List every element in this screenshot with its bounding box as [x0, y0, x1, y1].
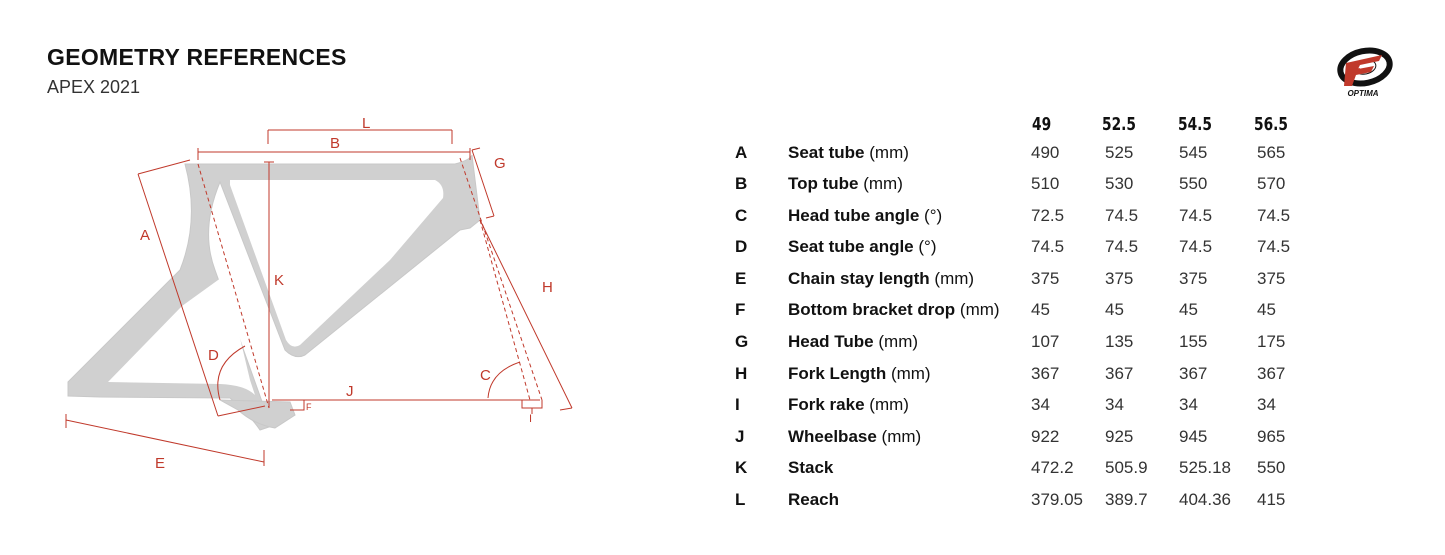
row-value: 415	[1257, 490, 1286, 509]
row-value: 34	[1179, 395, 1198, 414]
row-label: Fork Length (mm)	[788, 364, 931, 383]
row-value: 367	[1031, 364, 1060, 383]
row-value: 550	[1257, 458, 1286, 477]
row-value: 472.2	[1031, 458, 1074, 477]
table-row	[730, 427, 1330, 451]
label-k: K	[274, 272, 285, 289]
label-h: H	[542, 279, 553, 296]
row-value: 965	[1257, 427, 1286, 446]
row-value: 155	[1179, 332, 1208, 351]
row-value: 375	[1257, 269, 1286, 288]
row-value: 922	[1031, 427, 1060, 446]
row-label: Seat tube (mm)	[788, 143, 909, 162]
table-row	[730, 490, 1330, 514]
label-e: E	[155, 455, 166, 472]
table-row	[730, 395, 1330, 419]
dim-l-line	[268, 130, 452, 144]
label-c: C	[480, 367, 491, 384]
row-letter: K	[735, 458, 748, 477]
row-value: 72.5	[1031, 206, 1065, 225]
row-label: Head Tube (mm)	[788, 332, 919, 351]
row-value: 565	[1257, 143, 1286, 162]
row-value: 510	[1031, 174, 1060, 193]
fork-axis-front	[460, 158, 542, 400]
row-value: 550	[1179, 174, 1208, 193]
row-letter: A	[735, 143, 748, 162]
row-label: Bottom bracket drop (mm)	[788, 300, 1000, 319]
row-value: 74.5	[1105, 237, 1139, 256]
row-value: 570	[1257, 174, 1286, 193]
row-value: 45	[1031, 300, 1050, 319]
row-letter: L	[735, 490, 746, 509]
size-header: 56.5	[1254, 114, 1288, 135]
row-value: 490	[1031, 143, 1060, 162]
row-value: 34	[1031, 395, 1050, 414]
row-letter: I	[735, 395, 740, 414]
row-value: 525.18	[1179, 458, 1231, 477]
row-value: 375	[1031, 269, 1060, 288]
label-a: A	[140, 227, 151, 244]
label-l: L	[362, 115, 371, 132]
table-row	[730, 143, 1330, 167]
row-value: 367	[1105, 364, 1134, 383]
geometry-table	[730, 0, 1330, 555]
row-label: Wheelbase (mm)	[788, 427, 922, 446]
logo-wordmark: OPTIMA	[1347, 89, 1379, 98]
row-value: 379.05	[1031, 490, 1083, 509]
row-value: 367	[1179, 364, 1208, 383]
row-value: 505.9	[1105, 458, 1148, 477]
table-row	[730, 458, 1330, 482]
row-letter: J	[735, 427, 745, 446]
table-row	[730, 332, 1330, 356]
row-value: 389.7	[1105, 490, 1148, 509]
label-b: B	[330, 135, 341, 152]
bike-frame	[68, 155, 480, 430]
row-value: 545	[1179, 143, 1208, 162]
row-value: 74.5	[1105, 206, 1139, 225]
row-value: 375	[1179, 269, 1208, 288]
row-value: 74.5	[1179, 237, 1213, 256]
frame-geometry-diagram	[60, 110, 580, 530]
table-row	[730, 206, 1330, 230]
row-value: 74.5	[1179, 206, 1213, 225]
row-value: 74.5	[1031, 237, 1065, 256]
row-value: 375	[1105, 269, 1134, 288]
table-row	[730, 174, 1330, 198]
row-letter: D	[735, 237, 748, 256]
table-row	[730, 269, 1330, 293]
row-value: 525	[1105, 143, 1134, 162]
size-header: 49	[1032, 114, 1052, 135]
row-value: 135	[1105, 332, 1134, 351]
row-label: Reach	[788, 490, 840, 509]
row-value: 945	[1179, 427, 1208, 446]
label-j: J	[346, 383, 354, 400]
row-label: Chain stay length (mm)	[788, 269, 975, 288]
table-row	[730, 300, 1330, 324]
row-value: 530	[1105, 174, 1134, 193]
row-label: Top tube (mm)	[788, 174, 903, 193]
row-letter: E	[735, 269, 747, 288]
dim-c-arc	[488, 362, 520, 398]
table-row	[730, 237, 1330, 261]
row-label: Seat tube angle (°)	[788, 237, 937, 256]
row-letter: C	[735, 206, 748, 225]
size-header: 54.5	[1178, 114, 1212, 135]
row-letter: F	[735, 300, 746, 319]
row-label: Head tube angle (°)	[788, 206, 943, 225]
row-label: Stack	[788, 458, 834, 477]
row-letter: G	[735, 332, 749, 351]
table-row	[730, 364, 1330, 388]
dim-i-line	[522, 400, 542, 414]
label-g: G	[494, 155, 506, 172]
row-value: 107	[1031, 332, 1060, 351]
row-value: 45	[1257, 300, 1276, 319]
row-value: 404.36	[1179, 490, 1231, 509]
label-d: D	[208, 347, 219, 364]
row-label: Fork rake (mm)	[788, 395, 909, 414]
optima-logo-icon	[1330, 46, 1396, 98]
row-value: 925	[1105, 427, 1134, 446]
row-letter: H	[735, 364, 748, 383]
row-letter: B	[735, 174, 748, 193]
dim-h-line	[480, 220, 572, 410]
row-value: 34	[1257, 395, 1276, 414]
row-value: 175	[1257, 332, 1286, 351]
row-value: 367	[1257, 364, 1286, 383]
page-title: GEOMETRY REFERENCES	[47, 44, 347, 70]
row-value: 74.5	[1257, 237, 1291, 256]
size-header: 52.5	[1102, 114, 1136, 135]
label-f: F	[306, 402, 312, 412]
row-value: 45	[1179, 300, 1198, 319]
label-i: I	[529, 413, 533, 425]
row-value: 45	[1105, 300, 1124, 319]
row-value: 74.5	[1257, 206, 1291, 225]
page-subtitle: APEX 2021	[47, 77, 141, 97]
row-value: 34	[1105, 395, 1124, 414]
